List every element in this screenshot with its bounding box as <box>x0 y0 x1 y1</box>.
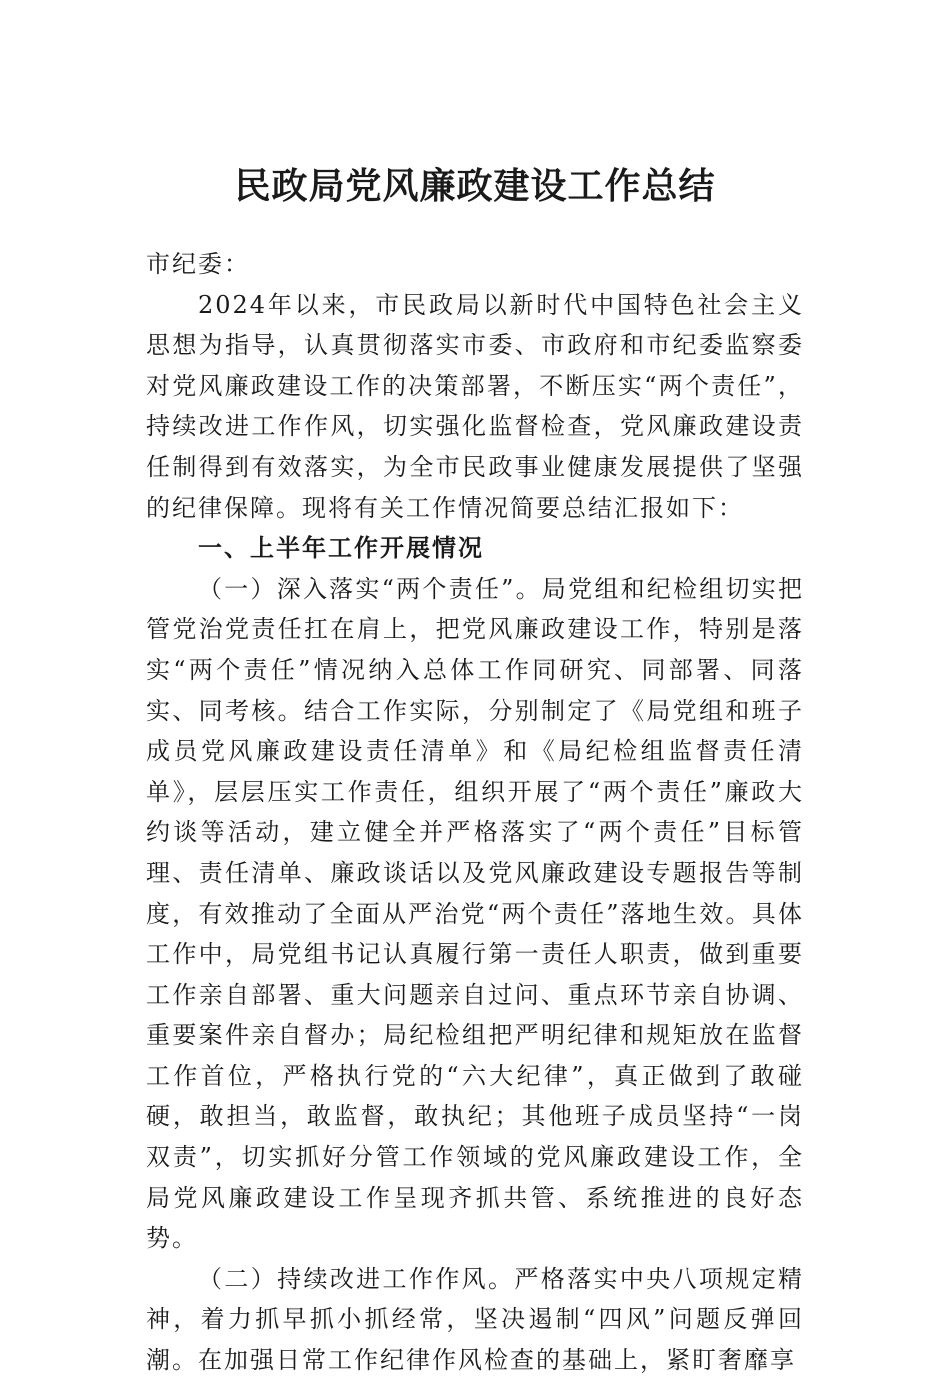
subsection-1-text: 局党组和纪检组切实把管党治党责任扛在肩上，把党风廉政建设工作，特别是落实“两个责任”情况纳入总体工作同研究、同部署、同落实、同考核。结合工作实际，分别制定了《局党组和班子成员党风廉政建设责任清单》和《局纪检组监督责任清单》，层层压实工作责任，组织开展了“两个责任”廉政大约谈等活动，建立健全并严格落实了“两个责任”目标管理、责任清单、廉政谈话以及党风廉政建设专题报告等制度，有效推动了全面从严治党“两个责任”落地生效。具体工作中，局党组书记认真履行第一责任人职责，做到重要工作亲自部署、重大问题亲自过问、重点环节亲自协调、重要案件亲自督办；局纪检组把严明纪律和规矩放在监督工作首位，严格执行党的“六大纪律”，真正做到了敢碰硬，敢担当，敢监督，敢执纪；其他班子成员坚持“一岗双责”，切实抓好分管工作领域的党风廉政建设工作，全局党风廉政建设工作呈现齐抓共管、系统推进的良好态势。 <box>146 574 804 1253</box>
intro-paragraph: 2024年以来，市民政局以新时代中国特色社会主义思想为指导，认真贯彻落实市委、市政府和市纪委监察委对党风廉政建设工作的决策部署，不断压实“两个责任”，持续改进工作作风，切实强化监督检查，党风廉政建设责任制得到有效落实，为全市民政事业健康发展提供了坚强的纪律保障。现将有关工作情况简要总结汇报如下： <box>146 290 804 522</box>
document-body <box>146 222 804 1381</box>
subsection-1-title: （一）深入落实“两个责任”。 <box>198 574 542 603</box>
subsection-2-paragraph <box>146 1259 804 1381</box>
section-heading: 一、上半年工作开展情况 <box>198 533 484 563</box>
salutation: 市纪委： <box>146 250 250 278</box>
subsection-2-title: （二）持续改进工作作风。 <box>198 1264 515 1293</box>
subsection-1-paragraph <box>146 569 804 1259</box>
document-title: 民政局党风廉政建设工作总结 <box>234 165 716 207</box>
subsection-2-text: 严格落实中央八项规定精神，着力抓早抓小抓经常，坚决遏制“四风”问题反弹回潮。在加强日常工作纪律作风检查的基础上，紧盯奢靡享 <box>146 1264 805 1375</box>
